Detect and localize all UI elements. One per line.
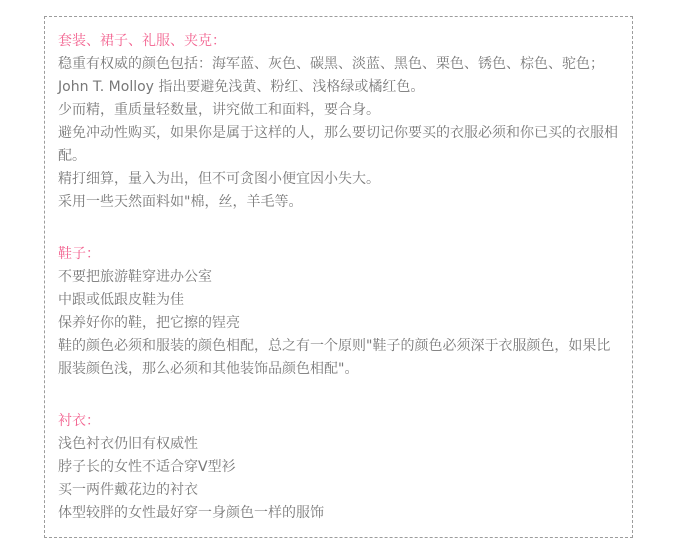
text-line: 精打细算，量入为出，但不可贪图小便宜因小失大。 <box>58 171 380 187</box>
text-line: 中跟或低跟皮鞋为佳 <box>58 292 184 308</box>
section-shoes <box>58 243 620 381</box>
dashed-border-panel <box>44 16 633 538</box>
text-line: 保养好你的鞋，把它擦的锃亮 <box>58 315 240 331</box>
text-line: 稳重有权威的颜色包括：海军蓝、灰色、碳黑、淡蓝、黑色、栗色、锈色、棕色、驼色； <box>58 56 604 72</box>
section-heading: 鞋子： <box>58 246 100 262</box>
text-line: 浅色衬衣仍旧有权威性 <box>58 436 198 452</box>
text-line: 买一两件戴花边的衬衣 <box>58 482 198 498</box>
text-line: 脖子长的女性不适合穿V型衫 <box>58 459 236 475</box>
text-line: 体型较胖的女性最好穿一身颜色一样的服饰 <box>58 505 324 521</box>
text-line: 少而精，重质量轻数量，讲究做工和面料，要合身。 <box>58 102 380 118</box>
section-shirts <box>58 410 620 525</box>
text-line: John T. Molloy 指出要避免浅黄、粉红、浅格绿或橘红色。 <box>58 79 425 95</box>
section-heading: 衬衣： <box>58 413 100 429</box>
text-line: 鞋的颜色必须和服装的颜色相配，总之有一个原则"鞋子的颜色必须深于衣服颜色，如果比服装颜色浅，那么必须和其他装饰品颜色相配"。 <box>58 338 611 377</box>
section-heading: 套装、裙子、礼服、夹克： <box>58 33 226 49</box>
section-suits-skirts <box>58 30 620 214</box>
text-line: 不要把旅游鞋穿进办公室 <box>58 269 212 285</box>
text-line: 避免冲动性购买，如果你是属于这样的人，那么要切记你要买的衣服必须和你已买的衣服相配。 <box>58 125 618 164</box>
text-line: 采用一些天然面料如"棉，丝，羊毛等。 <box>58 194 303 210</box>
